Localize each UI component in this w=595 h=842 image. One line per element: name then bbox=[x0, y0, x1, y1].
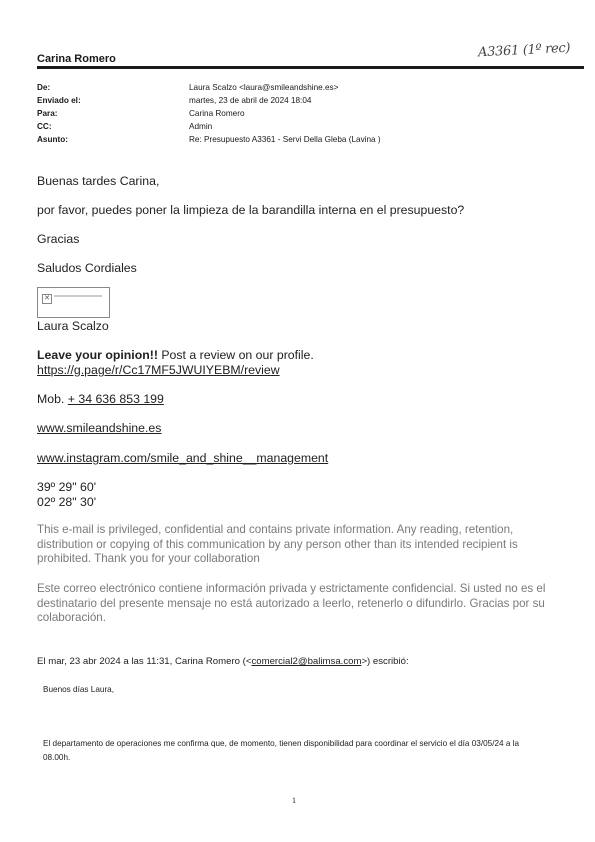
field-value-cc: Admin bbox=[189, 122, 213, 131]
broken-image-icon: ✕ bbox=[42, 294, 52, 304]
disclaimer-english: This e-mail is privileged, confidential and contains private information. Any reading, retention, distribution or copying of this communication by any person other than its intended recipient is prohibited. Thank you for your collaboration bbox=[37, 523, 518, 565]
opinion-bold: Leave your opinion!! bbox=[37, 348, 158, 362]
body-closing: Saludos Cordiales bbox=[37, 261, 137, 275]
field-label-subject: Asunto: bbox=[37, 135, 68, 144]
header-rule bbox=[37, 66, 584, 69]
mobile-line bbox=[37, 392, 164, 406]
disclaimer-spanish: Este correo electrónico contiene información privada y estrictamente confidencial. Si usted no es el destinatario del presente mensaje no está autorizado a leerlo, retenerlo o difundirlo. Gracias por su colaboración. bbox=[37, 582, 546, 624]
image-alt-text-placeholder bbox=[54, 295, 102, 297]
broken-image-placeholder bbox=[37, 287, 110, 318]
quoted-greeting: Buenos días Laura, bbox=[43, 685, 115, 694]
field-value-to: Carina Romero bbox=[189, 109, 245, 118]
quoted-message: El departamento de operaciones me confirma que, de momento, tienen disponibilidad para coordinar el servicio el día 03/05/24 a la 08.00h. bbox=[43, 739, 520, 762]
field-label-sent: Enviado el: bbox=[37, 96, 81, 105]
signature-name: Laura Scalzo bbox=[37, 319, 109, 333]
review-link[interactable]: https://g.page/r/Cc17MF5JWUIYEBM/review bbox=[37, 363, 280, 377]
instagram-link[interactable]: www.instagram.com/smile_and_shine__management bbox=[37, 451, 329, 465]
body-greeting: Buenas tardes Carina, bbox=[37, 174, 160, 188]
opinion-rest: Post a review on our profile. bbox=[157, 348, 314, 362]
opinion-line bbox=[37, 348, 314, 362]
mobile-label: Mob. bbox=[37, 392, 68, 406]
quoted-intro bbox=[37, 656, 409, 667]
coordinate-longitude: 02º 28" 30' bbox=[37, 495, 97, 509]
quoted-intro-suffix: >) escribió: bbox=[361, 656, 409, 667]
field-value-sent: martes, 23 de abril de 2024 18:04 bbox=[189, 96, 312, 105]
quoted-intro-prefix: El mar, 23 abr 2024 a las 11:31, Carina Romero (< bbox=[37, 656, 252, 667]
handwritten-note: A3361 (1º rec) bbox=[477, 40, 571, 61]
body-request: por favor, puedes poner la limpieza de la barandilla interna en el presupuesto? bbox=[37, 203, 465, 217]
field-label-cc: CC: bbox=[37, 122, 52, 131]
coordinate-latitude: 39º 29" 60' bbox=[37, 480, 97, 494]
field-value-subject: Re: Presupuesto A3361 - Servi Della Gleba (Lavina ) bbox=[189, 135, 381, 144]
field-label-from: De: bbox=[37, 83, 51, 92]
field-value-from: Laura Scalzo <laura@smileandshine.es> bbox=[189, 83, 339, 92]
body-thanks: Gracias bbox=[37, 232, 80, 246]
field-label-to: Para: bbox=[37, 109, 58, 118]
sender-name: Carina Romero bbox=[37, 53, 116, 65]
website-link[interactable]: www.smileandshine.es bbox=[37, 421, 162, 435]
quoted-email-link[interactable]: comercial2@balimsa.com bbox=[251, 656, 362, 667]
page-number: 1 bbox=[292, 796, 296, 805]
mobile-number-link[interactable]: + 34 636 853 199 bbox=[67, 392, 164, 406]
